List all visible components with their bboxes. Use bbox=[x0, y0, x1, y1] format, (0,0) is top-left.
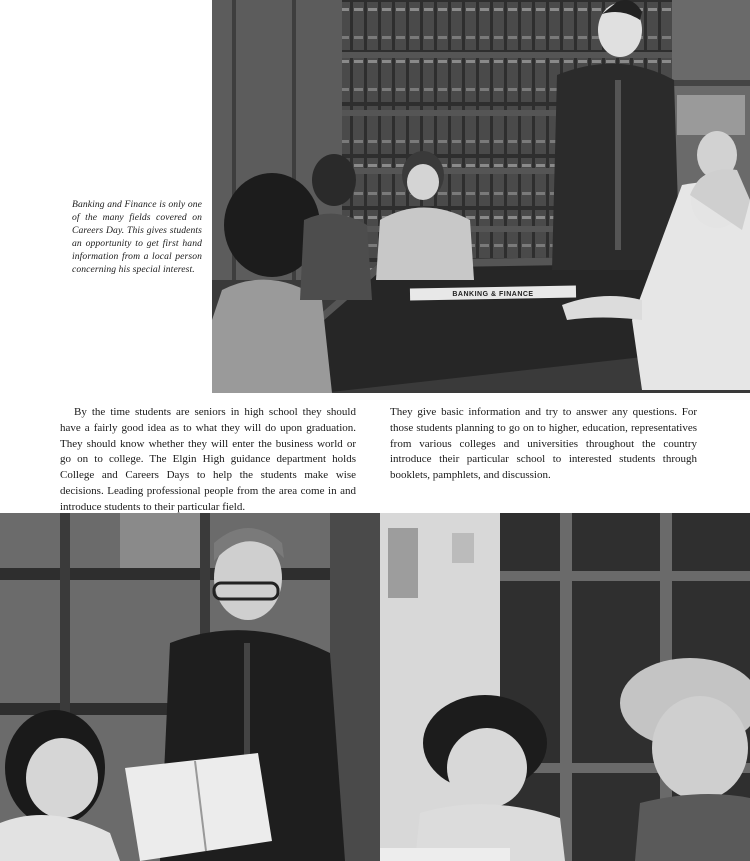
table-sign: BANKING & FINANCE bbox=[452, 291, 534, 298]
photo-caption: Banking and Finance is only one of the many fields covered on Careers Day. This gives students an opportunity to get first hand information from a local person concerning his special interest. bbox=[72, 199, 202, 275]
body-text-left: By the time students are seniors in high school they should have a fairly good idea as to what they will do upon graduation. They should know whether they will enter the business world or go on to college. The Elgin High guidance department holds College and Careers Days to help the students make wise decisions. Leading professional people from the area come in and introduce students to their particular field. bbox=[60, 406, 356, 513]
body-text-right: They give basic information and try to answer any questions. For those students planning to go on to higher, education, representatives from various colleges and universities throughout the country introduce their particular school to interested students through booklets, pamphlets, and discussion. bbox=[390, 406, 697, 482]
students-reading-photo bbox=[0, 513, 750, 861]
students-reading-photo-image bbox=[0, 513, 750, 861]
careers-day-photo bbox=[212, 0, 750, 393]
careers-day-photo-image bbox=[212, 0, 750, 393]
